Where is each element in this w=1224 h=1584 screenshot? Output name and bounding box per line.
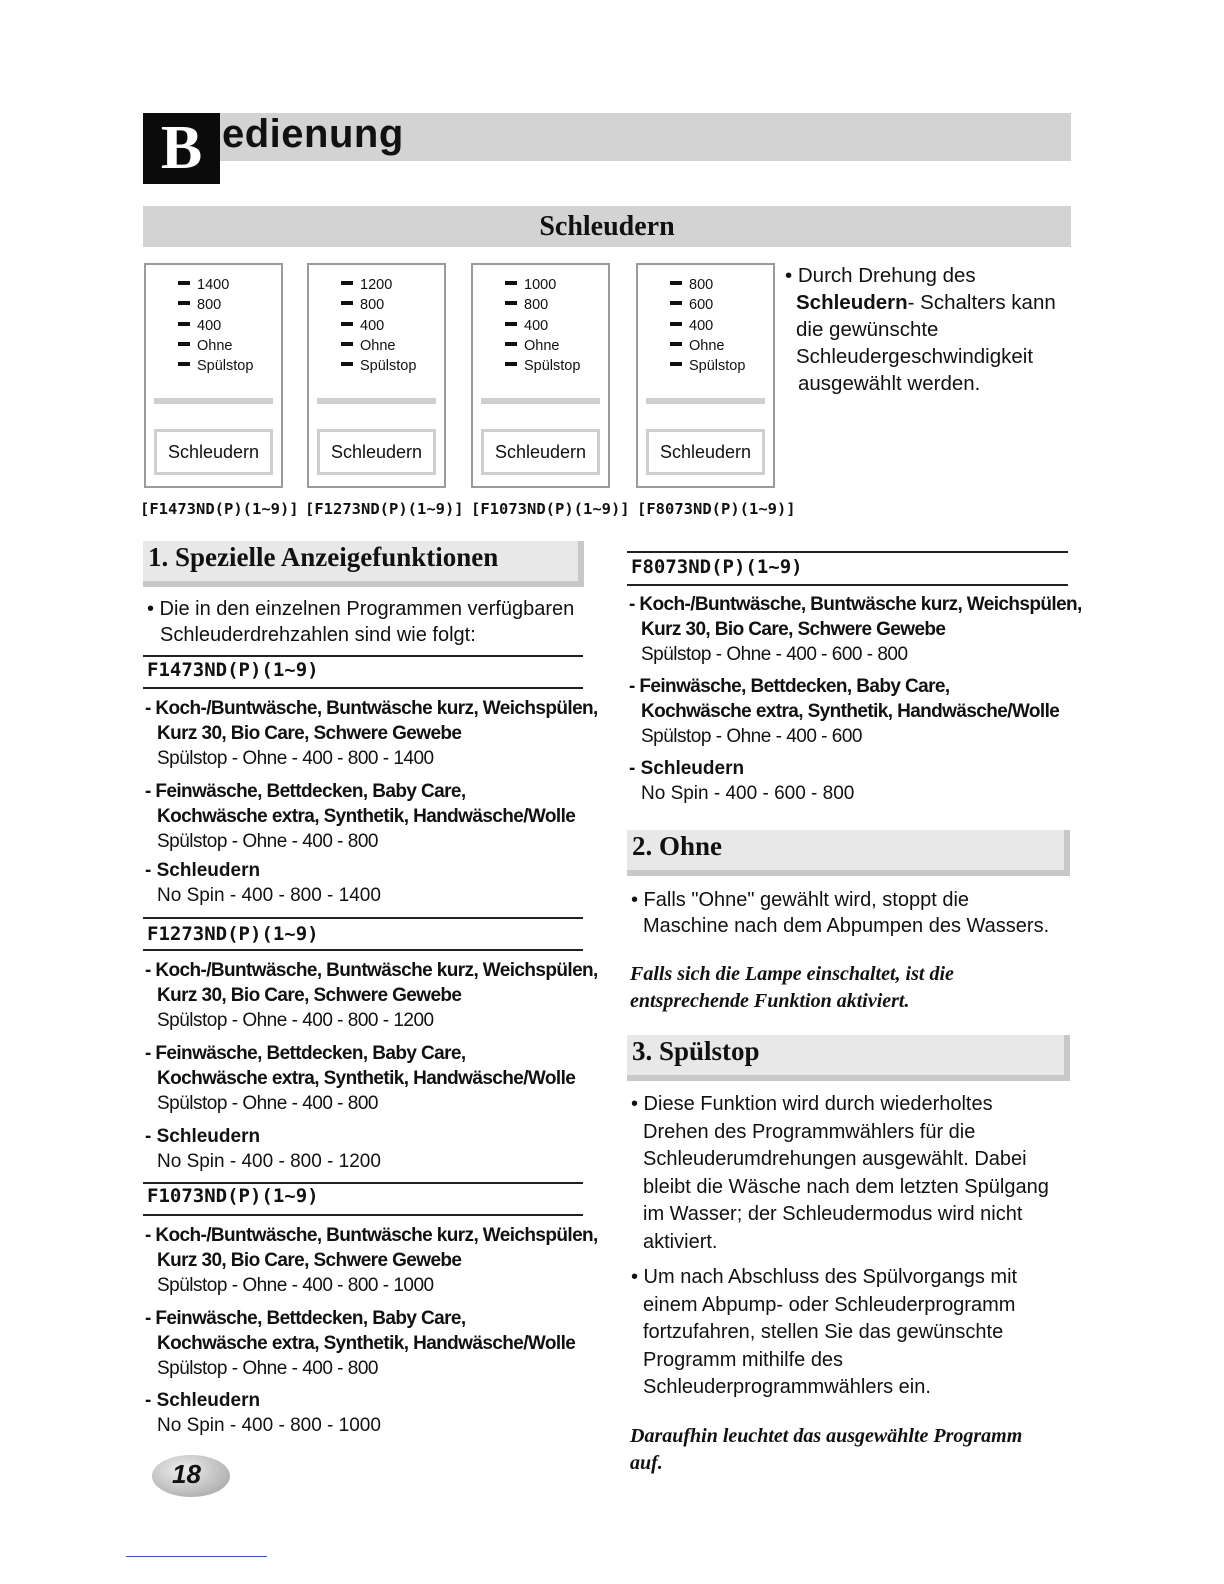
program-list: - Koch-/Buntwäsche, Buntwäsche kurz, Weichspülen, [145,960,598,981]
program-list: - Koch-/Buntwäsche, Buntwäsche kurz, Weichspülen, [145,698,598,719]
schleudern-button[interactable]: Schleudern [481,429,600,475]
section-title: Schleudern [539,211,675,242]
spin-values: Spülstop - Ohne - 400 - 800 - 1400 [157,748,434,769]
spin-values: Spülstop - Ohne - 400 - 800 [157,831,378,852]
spin-speed-list [178,275,253,376]
program-list: Kurz 30, Bio Care, Schwere Gewebe [641,619,946,640]
spin-values: No Spin - 400 - 800 - 1400 [157,885,381,906]
spin-speed-list [670,275,745,376]
program-list: Kochwäsche extra, Synthetik, Handwäsche/Wolle [157,1068,576,1089]
text-line: fortzufahren, stellen Sie das gewünschte [643,1321,1004,1343]
text-line: Schleuderumdrehungen ausgewählt. Dabei [643,1148,1027,1170]
program-group [145,1124,381,1174]
model-name: F8073ND(P)(1~9) [631,556,803,578]
text-line: • Diese Funktion wird durch wiederholtes [631,1093,993,1115]
spin-option: 400 [341,316,416,336]
program-list: - Schleudern [629,758,745,779]
indicator-led-icon [670,342,682,346]
indicator-led-icon [178,322,190,326]
footer-line [126,1556,267,1557]
section3-heading: 3. Spülstop [632,1036,760,1066]
program-group [629,674,1059,749]
indicator-led-icon [178,301,190,305]
model-rule [143,655,583,657]
program-list: Kurz 30, Bio Care, Schwere Gewebe [157,985,462,1006]
program-group [145,696,598,771]
indicator-led-icon [505,301,517,305]
indicator-led-icon [505,281,517,285]
spin-panel-4 [636,263,775,488]
model-rule [143,1182,583,1184]
spin-option: 400 [178,316,253,336]
spin-option: Spülstop [178,356,253,376]
program-group [145,858,381,908]
model-rule [627,551,1068,553]
header-initial-letter: B [143,113,220,184]
text-line: • Falls "Ohne" gewählt wird, stoppt die [631,889,970,911]
intro-bold: Schleudern [796,291,908,314]
program-list: - Schleudern [145,1126,261,1147]
spin-option: Ohne [505,336,580,356]
section1-intro [147,596,574,648]
note-line: auf. [630,1452,663,1474]
program-group [145,1388,381,1438]
section2-heading: 2. Ohne [632,831,723,861]
section2-text [631,887,1049,939]
spin-values: Spülstop - Ohne - 400 - 800 - 1200 [157,1010,434,1031]
indicator-led-icon [505,362,517,366]
text-line: bleibt die Wäsche nach dem letzten Spülgang [643,1175,1049,1198]
program-list: - Schleudern [145,1390,261,1411]
model-name: F1473ND(P)(1~9) [147,659,319,681]
spin-option: 400 [505,316,580,336]
panel-model-label: [F1473ND(P)(1~9)] [140,500,299,518]
indicator-led-icon [341,281,353,285]
panel-model-label: [F1273ND(P)(1~9)] [305,500,464,518]
text-line: Schleuderprogrammwählers ein. [643,1376,931,1398]
model-name: F1073ND(P)(1~9) [147,1185,319,1207]
indicator-led-icon [178,342,190,346]
panel-divider [154,398,273,404]
indicator-led-icon [341,322,353,326]
text-line: im Wasser; der Schleudermodus wird nicht [643,1203,1023,1225]
intro-line: Schleudergeschwindigkeit [796,345,1034,368]
model-rule [627,584,1068,586]
indicator-led-icon [341,301,353,305]
spin-option: 400 [670,316,745,336]
spin-values: No Spin - 400 - 800 - 1000 [157,1415,381,1436]
indicator-led-icon [505,342,517,346]
intro-line: ausgewählt werden. [798,372,981,395]
indicator-led-icon [341,342,353,346]
text-line: Maschine nach dem Abpumpen des Wassers. [643,915,1050,937]
spin-panel-2 [307,263,446,488]
program-list: - Feinwäsche, Bettdecken, Baby Care, [629,676,950,697]
program-group [145,1223,598,1298]
note-line: Falls sich die Lampe einschaltet, ist die [630,963,954,985]
spin-option: Spülstop [341,356,416,376]
spin-option: Spülstop [670,356,745,376]
spin-option: Spülstop [505,356,580,376]
section3-note [630,1423,1022,1477]
page-number: 18 [172,1459,201,1489]
model-rule [143,687,583,689]
indicator-led-icon [505,322,517,326]
note-line: entsprechende Funktion aktiviert. [630,990,910,1012]
intro-line: • Durch Drehung des [785,264,976,287]
schleudern-button[interactable]: Schleudern [154,429,273,475]
indicator-led-icon [670,301,682,305]
program-list: Kurz 30, Bio Care, Schwere Gewebe [157,723,462,744]
program-list: - Koch-/Buntwäsche, Buntwäsche kurz, Weichspülen, [629,594,1082,615]
spin-values: Spülstop - Ohne - 400 - 600 - 800 [641,644,908,665]
spin-values: Spülstop - Ohne - 400 - 800 - 1000 [157,1275,434,1296]
intro-line: Schleuderdrehzahlen sind wie folgt: [160,624,476,646]
page-title: edienung [222,112,404,156]
spin-option: 800 [670,275,745,295]
text-line: aktiviert. [643,1230,718,1253]
spin-values: Spülstop - Ohne - 400 - 800 [157,1093,378,1114]
intro-line: Schleudern- Schalters kann [796,291,1056,314]
schleudern-button[interactable]: Schleudern [317,429,436,475]
indicator-led-icon [670,322,682,326]
program-group [629,592,1082,667]
indicator-led-icon [341,362,353,366]
indicator-led-icon [670,362,682,366]
intro-line: die gewünschte [796,318,939,341]
indicator-led-icon [178,281,190,285]
program-list: - Koch-/Buntwäsche, Buntwäsche kurz, Weichspülen, [145,1225,598,1246]
program-list: Kurz 30, Bio Care, Schwere Gewebe [157,1250,462,1271]
spin-values: No Spin - 400 - 600 - 800 [641,783,855,804]
model-name: F1273ND(P)(1~9) [147,923,319,945]
spin-values: Spülstop - Ohne - 400 - 800 [157,1358,378,1379]
spin-option: Ohne [670,336,745,356]
panel-model-label: [F1073ND(P)(1~9)] [471,500,630,518]
text-line: einem Abpump- oder Schleuderprogramm [643,1293,1016,1316]
spin-option: Ohne [341,336,416,356]
spin-option: 1200 [341,275,416,295]
spin-speed-list [341,275,416,376]
spin-option: Ohne [178,336,253,356]
spin-values: Spülstop - Ohne - 400 - 600 [641,726,862,747]
section3-paragraph-2 [631,1264,1017,1402]
model-rule [143,949,583,951]
model-rule [143,1214,583,1216]
section3-paragraph-1 [631,1091,1049,1256]
program-list: - Schleudern [145,860,261,881]
note-line: Daraufhin leuchtet das ausgewählte Programm [630,1425,1023,1447]
program-group [145,779,575,854]
text-line: • Um nach Abschluss des Spülvorgangs mit [631,1266,1018,1288]
panel-divider [481,398,600,404]
spin-option: 1000 [505,275,580,295]
section1-heading: 1. Spezielle Anzeigefunktionen [148,542,499,572]
program-list: Kochwäsche extra, Synthetik, Handwäsche/Wolle [641,701,1060,722]
schleudern-button[interactable]: Schleudern [646,429,765,475]
program-group [145,958,598,1033]
indicator-led-icon [670,281,682,285]
panel-divider [646,398,765,404]
program-list: - Feinwäsche, Bettdecken, Baby Care, [145,1308,466,1329]
text-line: Programm mithilfe des [643,1348,844,1371]
spin-option: 1400 [178,275,253,295]
program-list: - Feinwäsche, Bettdecken, Baby Care, [145,781,466,802]
panel-divider [317,398,436,404]
indicator-led-icon [178,362,190,366]
panel-model-label: [F8073ND(P)(1~9)] [637,500,796,518]
intro-text [785,262,1085,397]
program-list: Kochwäsche extra, Synthetik, Handwäsche/Wolle [157,806,576,827]
spin-speed-list [505,275,580,376]
spin-values: No Spin - 400 - 800 - 1200 [157,1151,381,1172]
spin-option: 600 [670,295,745,315]
spin-option: 800 [341,295,416,315]
spin-panel-3 [471,263,610,488]
spin-option: 800 [178,295,253,315]
intro-line: • Die in den einzelnen Programmen verfügbaren [147,598,575,620]
program-list: - Feinwäsche, Bettdecken, Baby Care, [145,1043,466,1064]
program-group [145,1306,575,1381]
model-rule [143,917,583,919]
spin-panel-1 [144,263,283,488]
program-list: Kochwäsche extra, Synthetik, Handwäsche/Wolle [157,1333,576,1354]
program-group [629,756,854,806]
section2-note [630,961,954,1015]
text-line: Drehen des Programmwählers für die [643,1120,976,1143]
program-group [145,1041,575,1116]
spin-option: 800 [505,295,580,315]
